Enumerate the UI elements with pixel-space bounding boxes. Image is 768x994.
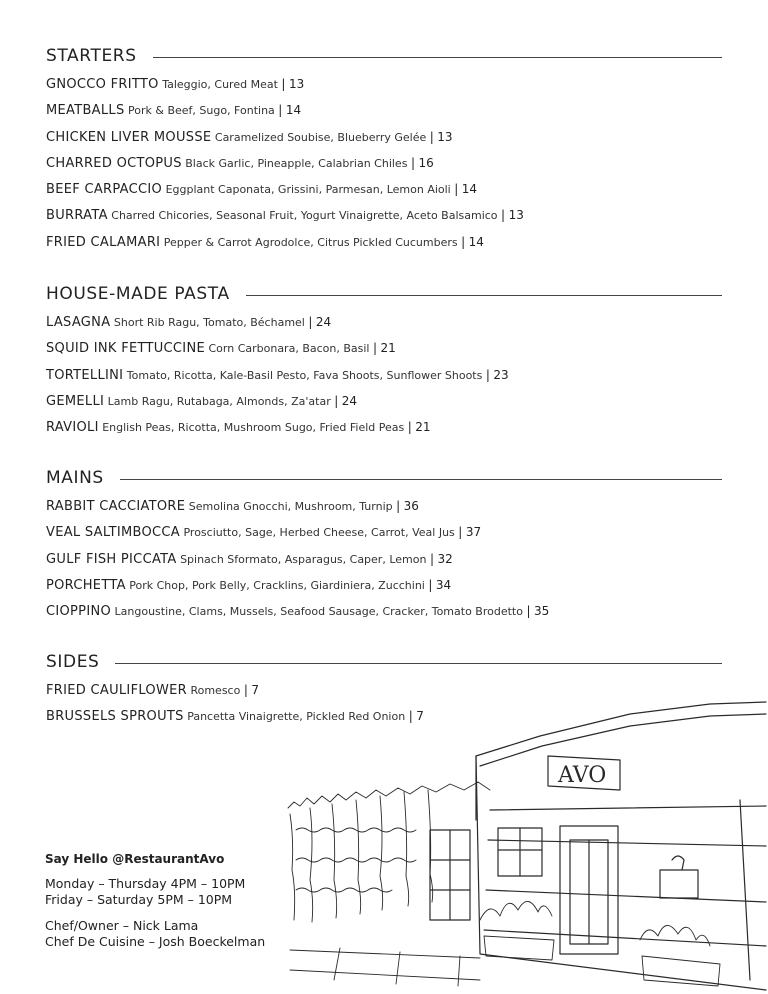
- item-name: BEEF CARPACCIO: [46, 182, 163, 198]
- price-separator: |: [408, 709, 413, 724]
- item-name: VEAL SALTIMBOCCA: [46, 525, 180, 541]
- item-description: Caramelized Soubise, Blueberry Gelée: [214, 130, 427, 144]
- price-separator: |: [308, 315, 313, 329]
- item-price: 13: [288, 77, 305, 91]
- item-name: FRIED CAULIFLOWER: [46, 683, 187, 698]
- section-rule: [246, 295, 722, 296]
- price-separator: |: [485, 367, 490, 382]
- hedge-sketch: [288, 782, 490, 922]
- planter-sketch: [290, 901, 720, 986]
- section-title: STARTERS: [46, 46, 137, 66]
- item-description: Langoustine, Clams, Mussels, Seafood Sausage, Cracker, Tomato Brodetto: [114, 605, 523, 619]
- side-door-sketch: [430, 830, 470, 920]
- item-name: MEATBALLS: [46, 103, 125, 119]
- menu-item: [46, 176, 722, 202]
- menu-item: [46, 362, 722, 388]
- price-separator: |: [410, 155, 415, 170]
- price-separator: |: [461, 234, 466, 249]
- item-price: 13: [508, 208, 524, 223]
- item-name: LASAGNA: [46, 315, 111, 330]
- item-description: Semolina Gnocchi, Mushroom, Turnip: [188, 500, 393, 513]
- sign-text: AVO: [558, 763, 607, 788]
- item-description: Eggplant Caponata, Grissini, Parmesan, Lemon Aioli: [165, 183, 451, 197]
- section-starters: [46, 44, 722, 255]
- item-name: PORCHETTA: [46, 577, 126, 593]
- item-description: Charred Chicories, Seasonal Fruit, Yogurt Vinaigrette, Aceto Balsamico: [111, 209, 498, 223]
- section-title: MAINS: [46, 468, 104, 488]
- price-separator: |: [454, 182, 459, 197]
- item-name: CIOPPINO: [46, 604, 112, 620]
- section-rule: [153, 57, 722, 58]
- restaurant-building-sketch-icon: [280, 690, 768, 994]
- item-name: GNOCCO FRITTO: [46, 77, 159, 92]
- item-name: BURRATA: [46, 208, 108, 224]
- price-separator: |: [281, 77, 286, 91]
- section-header: [46, 466, 722, 490]
- menu-item: [46, 335, 722, 361]
- item-description: Pork Chop, Pork Belly, Cracklins, Giardiniera, Zucchini: [129, 578, 425, 592]
- price-separator: |: [458, 525, 463, 540]
- menu-list: [46, 71, 722, 255]
- item-price: 24: [341, 393, 358, 408]
- item-name: BRUSSELS SPROUTS: [46, 709, 184, 725]
- price-separator: |: [243, 683, 248, 697]
- item-description: Taleggio, Cured Meat: [162, 78, 278, 91]
- menu-item: [46, 309, 722, 335]
- social-handle: Say Hello @RestaurantAvo: [45, 852, 225, 866]
- menu-item: [46, 598, 722, 624]
- item-description: Prosciutto, Sage, Herbed Cheese, Carrot, Veal Jus: [183, 526, 455, 540]
- item-price: 34: [435, 577, 452, 592]
- item-price: 7: [251, 683, 260, 697]
- chef-owner: Chef/Owner – Nick Lama: [45, 918, 199, 933]
- section-header: [46, 650, 722, 674]
- item-price: 14: [285, 103, 302, 118]
- restaurant-info: [45, 852, 265, 950]
- price-separator: |: [334, 393, 339, 408]
- item-price: 21: [380, 341, 396, 356]
- section-house-made-pasta: [46, 282, 722, 440]
- item-description: Romesco: [190, 684, 241, 697]
- item-price: 13: [437, 129, 453, 144]
- item-description: Pancetta Vinaigrette, Pickled Red Onion: [187, 710, 406, 724]
- menu-item: [46, 546, 722, 572]
- price-separator: |: [396, 499, 401, 513]
- section-header: [46, 282, 722, 306]
- section-header: [46, 44, 722, 68]
- menu-list: [46, 309, 722, 440]
- item-price: 35: [534, 604, 550, 619]
- item-description: Tomato, Ricotta, Kale-Basil Pesto, Fava Shoots, Sunflower Shoots: [126, 368, 483, 382]
- price-separator: |: [278, 103, 283, 118]
- section-mains: [46, 466, 722, 624]
- sign-board: [548, 756, 620, 790]
- section-title: HOUSE-MADE PASTA: [46, 284, 230, 304]
- section-rule: [115, 663, 722, 664]
- item-name: SQUID INK FETTUCCINE: [46, 341, 205, 357]
- item-description: Corn Carbonara, Bacon, Basil: [208, 342, 370, 356]
- hours-weekend: Friday – Saturday 5PM – 10PM: [45, 892, 233, 907]
- price-separator: |: [501, 208, 506, 223]
- hours-weekday: Monday – Thursday 4PM – 10PM: [45, 876, 246, 891]
- item-price: 37: [465, 525, 482, 540]
- price-separator: |: [526, 604, 531, 619]
- item-name: RABBIT CACCIATORE: [46, 499, 186, 514]
- item-price: 24: [315, 315, 332, 329]
- menu-item: [46, 71, 722, 97]
- item-name: CHICKEN LIVER MOUSSE: [46, 129, 212, 145]
- item-name: RAVIOLI: [46, 420, 99, 436]
- menu-item: [46, 202, 722, 228]
- item-name: FRIED CALAMARI: [46, 234, 161, 250]
- item-name: CHARRED OCTOPUS: [46, 155, 182, 171]
- menu-item: [46, 414, 722, 440]
- item-price: 7: [416, 709, 424, 724]
- item-price: 23: [493, 367, 509, 382]
- price-separator: |: [407, 420, 412, 435]
- price-separator: |: [429, 129, 434, 144]
- item-name: TORTELLINI: [46, 367, 124, 383]
- menu-item: [46, 493, 722, 519]
- menu-item: [46, 229, 722, 255]
- menu-item: [46, 97, 722, 123]
- item-description: Pork & Beef, Sugo, Fontina: [128, 104, 275, 118]
- section-rule: [120, 479, 722, 480]
- item-price: 16: [418, 155, 434, 170]
- chef-de-cuisine: Chef De Cuisine – Josh Boeckelman: [45, 934, 266, 949]
- item-price: 36: [403, 499, 419, 513]
- menu-list: [46, 493, 722, 624]
- item-price: 14: [468, 234, 484, 249]
- price-separator: |: [372, 341, 378, 356]
- menu-item: [46, 572, 722, 598]
- item-price: 32: [437, 551, 453, 566]
- item-description: English Peas, Ricotta, Mushroom Sugo, Fried Field Peas: [102, 421, 405, 435]
- price-separator: |: [429, 551, 434, 566]
- building-facade-sketch: [476, 702, 766, 990]
- menu-item: [46, 124, 722, 150]
- item-price: 14: [461, 182, 478, 197]
- menu-item: [46, 519, 722, 545]
- price-separator: |: [428, 577, 433, 592]
- menu-item: [46, 388, 722, 414]
- item-price: 21: [415, 420, 431, 435]
- item-description: Lamb Ragu, Rutabaga, Almonds, Za'atar: [107, 394, 331, 408]
- item-description: Pepper & Carrot Agrodolce, Citrus Pickled Cucumbers: [163, 235, 458, 249]
- item-description: Short Rib Ragu, Tomato, Béchamel: [113, 316, 305, 329]
- section-title: SIDES: [46, 652, 100, 672]
- item-description: Spinach Sformato, Asparagus, Caper, Lemon: [180, 552, 427, 566]
- item-name: GEMELLI: [46, 393, 105, 409]
- menu-item: [46, 150, 722, 176]
- item-description: Black Garlic, Pineapple, Calabrian Chiles: [185, 156, 408, 170]
- item-name: GULF FISH PICCATA: [46, 551, 177, 567]
